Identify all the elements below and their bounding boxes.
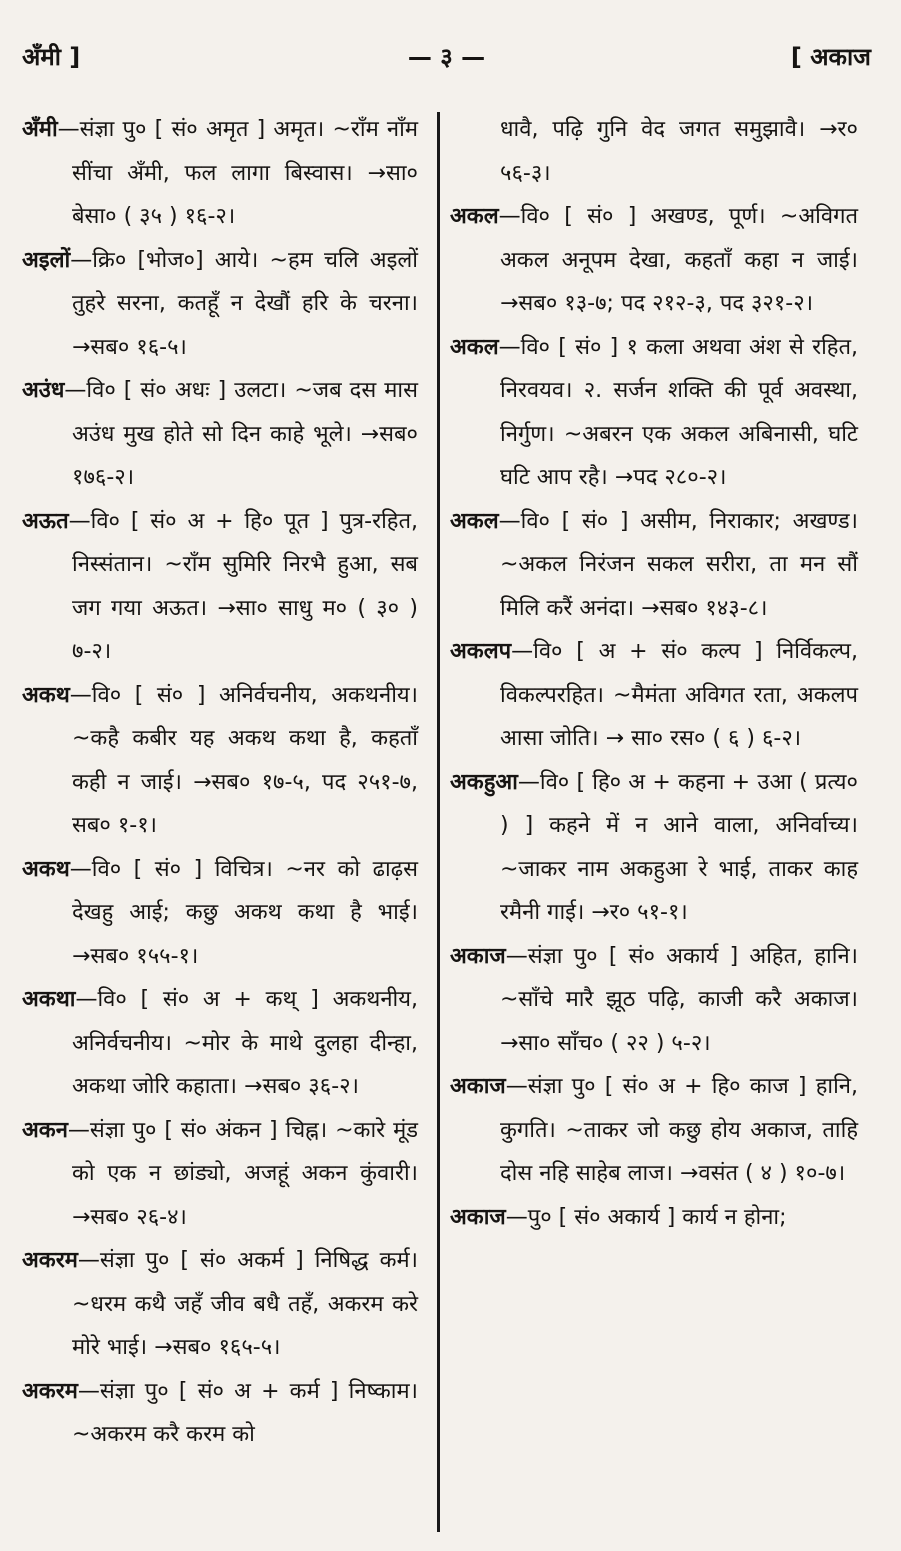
dictionary-entry [22, 674, 418, 848]
entry-headword: अइलों [22, 247, 71, 273]
entry-headword: अँमी [22, 117, 58, 142]
entry-text: —क्रि० [भोज०] आये। ~हम चलि अइलों तुहरे सरना, कतहूँ न देखौं हरि के चरना। →सब० १६-५। [70, 247, 418, 360]
entry-headword: अऊत [22, 508, 69, 534]
dictionary-entry [22, 978, 418, 1109]
entry-headword: अकल [450, 508, 499, 534]
dictionary-entry [450, 500, 858, 631]
dictionary-entry [22, 108, 418, 239]
entry-text: —संज्ञा पु० [ सं० अमृत ] अमृत। ~राँम नाँम सींचा अँमी, फल लागा बिस्वास। →सा० बेसा० ( ३५ ) १६-२। [57, 117, 418, 229]
dictionary-entry [450, 935, 858, 1066]
entry-text: —संज्ञा पु० [ सं० अ + कर्म ] निष्काम। ~अकरम करै करम को [72, 1378, 418, 1447]
dictionary-entry [450, 1065, 858, 1196]
entry-text: —संज्ञा पु० [ सं० अकर्म ] निषिद्ध कर्म। ~धरम कथै जहँ जीव बधै तहँ, अकरम करे मोरे भाई। →सब० १६५-५। [72, 1248, 418, 1360]
entry-text: —संज्ञा पु० [ सं० अ + हि० काज ] हानि, कुगति। ~ताकर जो कछु होय अकाज, ताहि दोस नहि साहेब लाज। →वसंत ( ४ ) १०-७। [500, 1074, 858, 1186]
entry-headword: अकाज [450, 943, 506, 969]
entry-headword: अकल [450, 204, 499, 229]
header-right-guideword: [ अकाज [790, 43, 871, 71]
entry-text: —वि० [ सं० ] अनिर्वचनीय, अकथनीय। ~कहै कबीर यह अकथ कथा है, कहताँ कही न जाई। →सब० १७-५, पद २५१-७, सब० १-१। [69, 682, 418, 838]
dictionary-entry [22, 1109, 418, 1240]
entry-headword: अकरम [22, 1248, 78, 1273]
entry-headword: अउंध [22, 378, 65, 403]
dictionary-entry [22, 1370, 418, 1457]
entry-text: —पु० [ सं० अकार्य ] कार्य न होना; [505, 1204, 787, 1230]
entry-headword: अकलप [450, 639, 512, 664]
entry-text: —वि० [ सं० अ + हि० पूत ] पुत्र-रहित, निस्संतान। ~राँम सुमिरि निरभै हुआ, सब जग गया अऊत। →सा० साधु म० ( ३० ) ७-२। [68, 508, 418, 664]
entry-text: —वि० [ सं० अ + कथ् ] अकथनीय, अनिर्वचनीय। ~मोर के माथे दुलहा दीन्हा, अकथा जोरि कहाता। →सब० ३६-२। [72, 987, 418, 1099]
page-number: — ३ — [407, 43, 486, 71]
dictionary-entry [450, 326, 858, 500]
page-header [22, 40, 871, 80]
dictionary-entry [450, 630, 858, 761]
dictionary-entry [450, 195, 858, 326]
column-divider [437, 112, 440, 1532]
entry-text: —वि० [ सं० ] १ कला अथवा अंश से रहित, निरवयव। २. सर्जन शक्ति की पूर्व अवस्था, निर्गुण। ~अबरन एक अकल अबिनासी, घटि घटि आप रहै। →पद २८०-२। [498, 334, 858, 490]
entry-headword: अकथ [22, 856, 70, 882]
entry-text: —वि० [ सं० अधः ] उलटा। ~जब दस मास अउंध मुख होते सो दिन काहे भूले। →सब० १७६-२। [64, 378, 418, 490]
entry-text: —वि० [ सं० ] अखण्ड, पूर्ण। ~अविगत अकल अनूपम देखा, कहताँ कहा न जाई। →सब० १३-७; पद २१२-३, पद ३२१-२। [498, 204, 858, 316]
right-column [450, 108, 858, 1239]
entry-text: —वि० [ सं० ] विचित्र। ~नर को ढाढ़स देखहु आई; कछु अकथ कथा है भाई। →सब० १५५-१। [69, 856, 418, 969]
entry-text: —संज्ञा पु० [ सं० अकार्य ] अहित, हानि। ~साँचे मारै झूठ पढ़ि, काजी करै अकाज। →सा० साँच० ( २२ ) ५-२। [500, 943, 858, 1056]
dictionary-entry [22, 500, 418, 674]
dictionary-entry [450, 1196, 858, 1240]
entry-headword: अकथा [22, 987, 76, 1012]
header-left-guideword: अँमी ] [22, 43, 81, 71]
entry-text: —वि० [ सं० ] असीम, निराकार; अखण्ड। ~अकल निरंजन सकल सरीरा, ता मन सौं मिलि करैं अनंदा। →सब० १४३-८। [498, 508, 858, 621]
left-column [22, 108, 418, 1457]
entry-headword: अकाज [450, 1204, 506, 1230]
entry-headword: अकहुआ [450, 769, 518, 795]
dictionary-entry [22, 848, 418, 979]
entry-text: —संज्ञा पु० [ सं० अंकन ] चिह्न। ~कारे मूंड को एक न छांड्यो, अजहूं अकन कुंवारी। →सब० २६-४। [67, 1117, 418, 1230]
dictionary-entry [22, 239, 418, 370]
entry-text: —वि० [ अ + सं० कल्प ] निर्विकल्प, विकल्परहित। ~मैमंता अविगत रता, अकलप आसा जोति। → सा० रस० ( ६ ) ६-२। [500, 639, 858, 751]
entry-headword: अकल [450, 334, 499, 360]
entry-headword: अकथ [22, 682, 70, 708]
dictionary-entry [22, 1239, 418, 1370]
entry-headword: अकन [22, 1117, 68, 1143]
entry-text: —वि० [ हि० अ + कहना + उआ ( प्रत्य० ) ] कहने में न आने वाला, अनिर्वाच्य। ~जाकर नाम अकहुआ रे भाई, ताकर काह रमैनी गाई। →र० ५१-१। [500, 769, 858, 925]
entry-headword: अकाज [450, 1074, 506, 1099]
dictionary-entry [22, 369, 418, 500]
entry-headword: अकरम [22, 1378, 78, 1404]
entry-continuation: धावै, पढ़ि गुनि वेद जगत समुझावै। →र० ५६-३। [500, 117, 858, 186]
dictionary-entry [450, 761, 858, 935]
